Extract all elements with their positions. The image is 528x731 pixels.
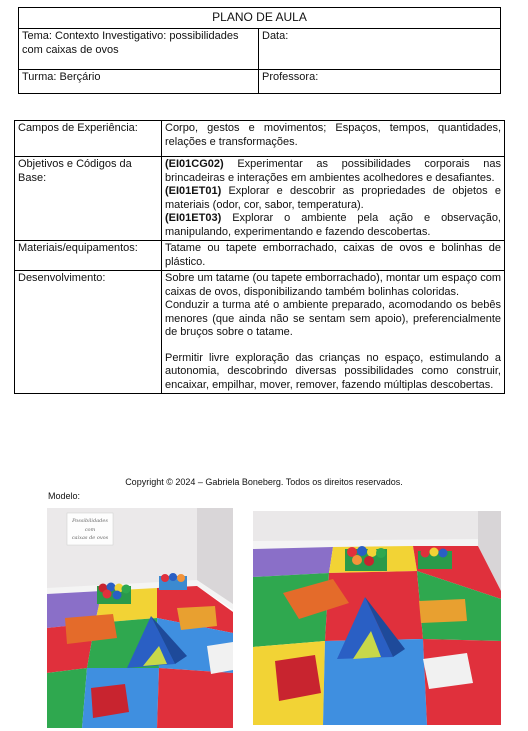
objetivos-label: Objetivos e Códigos da Base: [15, 157, 162, 241]
paragraph-gap [165, 340, 501, 352]
materiais-label: Materiais/equipamentos: [15, 241, 162, 271]
turma-cell: Turma: Berçário [19, 70, 259, 94]
data-cell: Data: [259, 29, 501, 70]
objective-item [165, 158, 501, 185]
sign-line: Possibilidades [72, 518, 108, 524]
sign-line: caixas de ovos [71, 535, 109, 541]
objective-code: (EI01ET01) [165, 185, 222, 197]
header-table [18, 7, 501, 94]
objective-text: Explorar o ambiente pela ação e observação, manipulando, experimentando e fazendo descobertas. [165, 212, 501, 238]
materiais-value: Tatame ou tapete emborrachado, caixas de ovos e bolinhas de plástico. [162, 241, 505, 271]
objective-item [165, 212, 501, 239]
desenvolvimento-label: Desenvolvimento: [15, 271, 162, 394]
modelo-label: Modelo: [48, 491, 81, 501]
objective-text: Explorar e descobrir as propriedades de objetos e materiais (odor, cor, sabor, temperatura). [165, 185, 501, 211]
model-photo-2 [253, 511, 501, 725]
objetivos-value [162, 157, 505, 241]
copyright-notice: Copyright © 2024 – Gabriela Boneberg. Todos os direitos reservados. [125, 477, 403, 487]
professora-cell: Professora: [259, 70, 501, 94]
tema-cell: Tema: Contexto Investigativo: possibilidades com caixas de ovos [19, 29, 259, 70]
campos-label: Campos de Experiência: [15, 121, 162, 157]
objective-text: Experimentar as possibilidades corporais nas brincadeiras e interações em ambientes acolhedores e desafiantes. [165, 158, 501, 184]
campos-value: Corpo, gestos e movimentos; Espaços, tempos, quantidades, relações e transformações. [162, 121, 505, 157]
plan-table [14, 120, 505, 394]
desenvolvimento-paragraph: Permitir livre exploração das crianças no espaço, estimulando a autonomia, descobrindo diversas possibilidades como construir, encaixar, empilhar, mover, remover, fazendo múltiplas descobertas. [165, 351, 501, 391]
objective-item [165, 185, 501, 212]
desenvolvimento-value [162, 271, 505, 394]
page-title: PLANO DE AULA [19, 8, 501, 29]
objective-code: (EI01ET03) [165, 212, 222, 224]
desenvolvimento-paragraph: Sobre um tatame (ou tapete emborrachado), montar um espaço com caixas de ovos, disponibilizando também bolinhas coloridas. [165, 272, 501, 298]
desenvolvimento-paragraph: Conduzir a turma até o ambiente preparado, acomodando os bebês menores (que ainda não se sentam sem apoio), preferencialmente de bruços sobre o tatame. [165, 299, 501, 338]
model-photo-1 [47, 508, 233, 728]
sign-line: com [84, 527, 96, 533]
objective-code: (EI01CG02) [165, 158, 224, 170]
